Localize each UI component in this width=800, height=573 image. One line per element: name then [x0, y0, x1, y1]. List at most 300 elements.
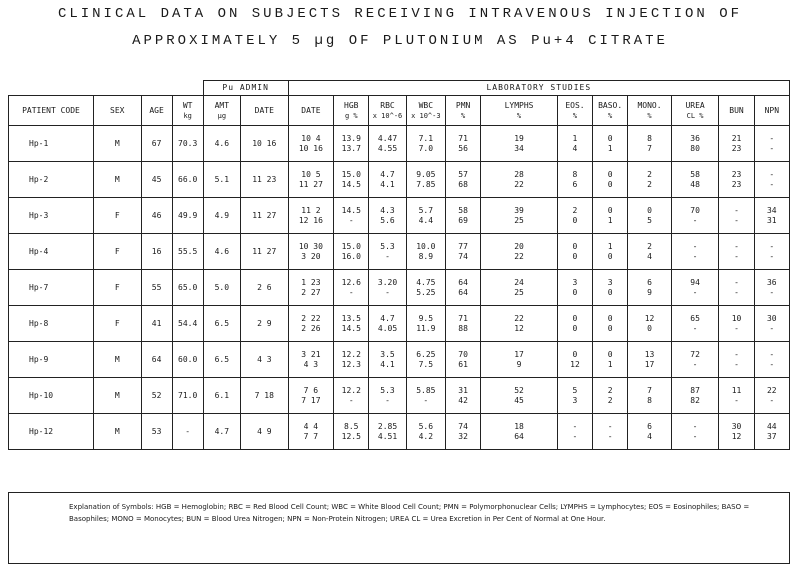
cell-value-bun: - [734, 349, 739, 359]
cell-value-npn: 37 [766, 431, 777, 441]
cell-sex: M [93, 342, 141, 378]
cell-mono [628, 270, 672, 306]
cell-mono [628, 126, 672, 162]
table-row [9, 126, 790, 162]
cell-value-lymphs: 24 [514, 277, 524, 287]
cell-value-lymphs: 64 [514, 431, 524, 441]
col-label-rbc: RBC [380, 100, 395, 110]
cell-hgb [334, 342, 369, 378]
cell-lymphs [481, 126, 558, 162]
cell-value-pmn: 56 [458, 143, 468, 153]
cell-urea [671, 198, 719, 234]
cell-value-wbc: 7.85 [416, 179, 436, 189]
cell-value-wbc: 5.85 [416, 385, 436, 395]
cell-value-urea: - [692, 421, 698, 431]
cell-value-npn: 31 [766, 215, 777, 225]
cell-value-urea: 36 [690, 133, 700, 143]
cell-value-eos: 0 [572, 251, 578, 261]
cell-value-rbc: 3.20 [377, 277, 398, 287]
col-label-mono: MONO. [637, 100, 662, 110]
cell-age: 55 [141, 270, 172, 306]
cell-npn [754, 378, 789, 414]
col-header-wbc [406, 96, 445, 126]
cell-value-pmn: 88 [458, 323, 468, 333]
cell-baso [593, 414, 628, 450]
cell-urea [671, 234, 719, 270]
col-unit-lymphs: % [516, 111, 522, 120]
cell-date [288, 270, 334, 306]
cell-amt: 6.5 [203, 306, 240, 342]
cell-value-eos: 0 [572, 349, 578, 359]
cell-value-lymphs: 22 [514, 179, 524, 189]
group-header-pu-admin: Pu ADMIN [203, 81, 288, 96]
cell-value-pmn: 74 [458, 421, 468, 431]
cell-hgb [334, 414, 369, 450]
cell-eos [557, 198, 592, 234]
col-label-eos: EOS. [565, 100, 585, 110]
cell-pmn [446, 198, 481, 234]
cell-value-wbc: 9.05 [416, 169, 436, 179]
cell-bun [719, 414, 754, 450]
cell-rbc [369, 342, 406, 378]
group-header-laboratory-studies: LABORATORY STUDIES [288, 81, 789, 96]
cell-sex: M [93, 414, 141, 450]
cell-mono [628, 342, 672, 378]
cell-pmn [446, 342, 481, 378]
cell-value-rbc: - [385, 395, 390, 405]
cell-rbc [369, 378, 406, 414]
cell-eos [557, 378, 592, 414]
cell-value-urea: 48 [690, 179, 700, 189]
cell-value-date: 4 4 [303, 421, 319, 431]
cell-value-baso: 0 [607, 205, 613, 215]
cell-value-npn: - [769, 251, 775, 261]
cell-value-urea: 82 [690, 395, 700, 405]
cell-value-wbc: 5.25 [416, 287, 436, 297]
cell-value-hgb: 12.2 [341, 349, 361, 359]
cell-wt: 49.9 [172, 198, 203, 234]
cell-value-mono: 7 [647, 385, 652, 395]
cell-value-lymphs: 28 [514, 169, 524, 179]
cell-amt: 5.0 [203, 270, 240, 306]
cell-mono [628, 414, 672, 450]
col-unit-rbc: x 10^-6 [372, 111, 403, 120]
col-header-npn: NPN [754, 96, 789, 126]
cell-value-baso: 2 [607, 395, 613, 405]
cell-eos [557, 414, 592, 450]
cell-value-pmn: 32 [458, 431, 468, 441]
cell-npn [754, 198, 789, 234]
cell-sex: F [93, 234, 141, 270]
cell-value-urea: 70 [690, 205, 700, 215]
cell-value-bun: 11 [731, 385, 742, 395]
cell-value-baso: 0 [607, 169, 613, 179]
col-unit-amt: µg [217, 111, 227, 120]
col-label-wbc: WBC [418, 100, 434, 110]
table-row [9, 342, 790, 378]
cell-value-baso: 0 [607, 313, 613, 323]
cell-value-date: 10 30 [298, 241, 323, 251]
cell-value-eos: 0 [572, 287, 578, 297]
cell-pmn [446, 162, 481, 198]
cell-value-baso: 1 [607, 241, 613, 251]
cell-sex: M [93, 162, 141, 198]
col-label-amt: AMT [214, 100, 230, 110]
cell-pmn [446, 306, 481, 342]
col-unit-wt: kg [183, 111, 192, 120]
cell-value-urea: - [692, 215, 698, 225]
explanation-note: Explanation of Symbols: HGB = Hemoglobin; RBC = Red Blood Cell Count; WBC = White Blood Cell Count; PMN = Polymorphonuclear Cells; LYMPHS = Lymphocytes; EOS = Eosinophiles; BASO = Basophiles; MONO = Monocytes; BUN = Blood Urea Nitrogen; NPN = Non-Protein Nitrogen; UREA CL = Urea Excretion in Per Cent of Normal at One Hour. [8, 492, 790, 564]
col-header-amt [203, 96, 240, 126]
cell-wbc [406, 270, 445, 306]
cell-value-mono: 4 [647, 251, 652, 261]
cell-adate: 2 6 [240, 270, 288, 306]
cell-bun [719, 378, 754, 414]
col-header-mono [628, 96, 672, 126]
cell-value-eos: 2 [572, 205, 578, 215]
cell-eos [557, 162, 592, 198]
cell-value-pmn: 71 [458, 133, 468, 143]
cell-value-wbc: 7.5 [418, 359, 434, 369]
col-header-wt [172, 96, 203, 126]
cell-wbc [406, 126, 445, 162]
cell-rbc [369, 234, 406, 270]
cell-lymphs [481, 378, 558, 414]
cell-value-date: 2 22 [301, 313, 321, 323]
cell-value-wbc: 6.25 [416, 349, 436, 359]
cell-baso [593, 198, 628, 234]
cell-value-hgb: 15.0 [341, 241, 361, 251]
cell-value-wbc: 4.2 [418, 431, 434, 441]
table-row [9, 234, 790, 270]
cell-value-baso: 1 [607, 143, 613, 153]
cell-hgb [334, 126, 369, 162]
cell-value-urea: - [692, 431, 698, 441]
col-header-date: DATE [288, 96, 334, 126]
cell-value-date: 7 17 [301, 395, 321, 405]
cell-value-bun: - [734, 359, 739, 369]
cell-value-urea: 80 [690, 143, 700, 153]
cell-value-eos: 6 [572, 179, 578, 189]
cell-value-hgb: 12.3 [341, 359, 361, 369]
cell-baso [593, 378, 628, 414]
cell-adate: 2 9 [240, 306, 288, 342]
cell-value-urea: - [692, 359, 698, 369]
cell-value-baso: 0 [607, 323, 613, 333]
cell-adate: 11 23 [240, 162, 288, 198]
cell-sex: F [93, 270, 141, 306]
cell-value-hgb: 15.0 [341, 169, 361, 179]
cell-value-eos: 12 [570, 359, 580, 369]
cell-value-rbc: 3.5 [380, 349, 395, 359]
cell-value-bun: - [734, 215, 739, 225]
cell-baso [593, 162, 628, 198]
cell-age: 16 [141, 234, 172, 270]
col-label-pmn: PMN [455, 100, 471, 110]
cell-mono [628, 378, 672, 414]
cell-hgb [334, 378, 369, 414]
cell-wt: 65.0 [172, 270, 203, 306]
cell-value-eos: 1 [572, 133, 578, 143]
cell-value-wbc: 7.1 [418, 133, 434, 143]
col-unit-wbc: x 10^-3 [411, 111, 441, 120]
cell-value-lymphs: 22 [514, 313, 524, 323]
cell-value-mono: 13 [644, 349, 655, 359]
cell-value-baso: 0 [607, 179, 613, 189]
cell-npn [754, 342, 789, 378]
cell-value-npn: - [769, 133, 775, 143]
col-header-patient-code: PATIENT CODE [9, 96, 94, 126]
cell-value-lymphs: 17 [514, 349, 524, 359]
col-unit-eos: % [572, 111, 578, 120]
col-header-rbc [369, 96, 406, 126]
cell-value-bun: - [734, 241, 739, 251]
cell-eos [557, 306, 592, 342]
cell-age: 64 [141, 342, 172, 378]
cell-pmn [446, 234, 481, 270]
cell-value-wbc: 10.0 [416, 241, 436, 251]
cell-value-pmn: 42 [458, 395, 468, 405]
cell-value-date: 2 27 [301, 287, 321, 297]
cell-value-bun: 10 [731, 313, 742, 323]
cell-code: Hp-9 [9, 342, 94, 378]
col-header-bun: BUN [719, 96, 754, 126]
cell-value-urea: 72 [690, 349, 700, 359]
cell-hgb [334, 198, 369, 234]
cell-value-npn: - [769, 287, 775, 297]
cell-lymphs [481, 198, 558, 234]
cell-value-mono: 5 [647, 215, 652, 225]
cell-value-rbc: 4.3 [380, 205, 395, 215]
cell-sex: M [93, 378, 141, 414]
cell-amt: 6.5 [203, 342, 240, 378]
cell-bun [719, 198, 754, 234]
cell-value-npn: - [769, 179, 775, 189]
cell-value-date: 10 4 [301, 133, 321, 143]
col-header-sex: SEX [93, 96, 141, 126]
cell-hgb [334, 162, 369, 198]
cell-value-urea: 87 [690, 385, 700, 395]
cell-value-baso: 0 [607, 251, 613, 261]
cell-npn [754, 162, 789, 198]
cell-adate: 11 27 [240, 198, 288, 234]
cell-value-mono: 8 [647, 395, 652, 405]
cell-urea [671, 270, 719, 306]
cell-lymphs [481, 162, 558, 198]
cell-wt: 71.0 [172, 378, 203, 414]
cell-value-eos: 4 [572, 143, 578, 153]
cell-value-npn: - [769, 143, 775, 153]
cell-value-date: 1 23 [301, 277, 321, 287]
cell-value-urea: - [692, 251, 698, 261]
cell-bun [719, 234, 754, 270]
cell-baso [593, 234, 628, 270]
col-header-pmn [446, 96, 481, 126]
cell-value-baso: 0 [607, 349, 613, 359]
cell-value-lymphs: 18 [514, 421, 524, 431]
cell-value-date: 4 3 [303, 359, 319, 369]
cell-rbc [369, 198, 406, 234]
cell-rbc [369, 126, 406, 162]
cell-value-date: 11 2 [301, 205, 321, 215]
cell-value-hgb: 14.5 [341, 179, 361, 189]
table-row [9, 414, 790, 450]
cell-value-bun: 21 [731, 133, 742, 143]
cell-baso [593, 126, 628, 162]
cell-lymphs [481, 270, 558, 306]
cell-value-date: 3 20 [301, 251, 321, 261]
cell-value-npn: - [769, 349, 775, 359]
cell-value-lymphs: 12 [514, 323, 524, 333]
cell-date [288, 198, 334, 234]
cell-lymphs [481, 414, 558, 450]
cell-code: Hp-8 [9, 306, 94, 342]
cell-age: 41 [141, 306, 172, 342]
cell-value-rbc: - [385, 287, 390, 297]
cell-value-baso: 0 [607, 133, 613, 143]
cell-value-rbc: 5.3 [380, 241, 395, 251]
cell-wbc [406, 162, 445, 198]
col-header-urea [671, 96, 719, 126]
cell-value-wbc: 5.6 [418, 421, 434, 431]
cell-value-wbc: 11.9 [416, 323, 436, 333]
cell-value-eos: - [572, 431, 578, 441]
cell-value-pmn: 71 [458, 313, 468, 323]
col-header-admin-date: DATE [240, 96, 288, 126]
cell-date [288, 126, 334, 162]
cell-value-wbc: 8.9 [418, 251, 434, 261]
cell-value-mono: 17 [644, 359, 655, 369]
cell-value-urea: - [692, 287, 698, 297]
cell-eos [557, 270, 592, 306]
cell-value-hgb: 14.5 [341, 323, 361, 333]
cell-value-lymphs: 45 [514, 395, 524, 405]
cell-value-mono: 2 [647, 179, 652, 189]
cell-hgb [334, 234, 369, 270]
cell-bun [719, 270, 754, 306]
cell-value-urea: - [692, 323, 698, 333]
cell-value-pmn: 57 [458, 169, 468, 179]
cell-urea [671, 342, 719, 378]
document-title-line-1: CLINICAL DATA ON SUBJECTS RECEIVING INTRAVENOUS INJECTION OF [57, 6, 743, 22]
cell-sex: F [93, 198, 141, 234]
col-header-lymphs [481, 96, 558, 126]
cell-amt: 4.9 [203, 198, 240, 234]
cell-value-eos: 3 [572, 277, 578, 287]
cell-urea [671, 162, 719, 198]
cell-mono [628, 162, 672, 198]
cell-pmn [446, 126, 481, 162]
cell-value-urea: - [692, 241, 698, 251]
col-label-hgb: HGB [344, 100, 359, 110]
cell-rbc [369, 306, 406, 342]
cell-value-mono: 8 [647, 133, 652, 143]
cell-adate: 10 16 [240, 126, 288, 162]
cell-date [288, 414, 334, 450]
cell-value-pmn: 68 [458, 179, 468, 189]
cell-wt: 70.3 [172, 126, 203, 162]
cell-value-npn: - [769, 241, 775, 251]
cell-value-baso: 2 [607, 385, 613, 395]
cell-wt: 55.5 [172, 234, 203, 270]
cell-value-hgb: - [348, 395, 354, 405]
cell-code: Hp-4 [9, 234, 94, 270]
cell-sex: F [93, 306, 141, 342]
cell-value-lymphs: 34 [514, 143, 524, 153]
cell-pmn [446, 270, 481, 306]
document-title-line-2: APPROXIMATELY 5 µg OF PLUTONIUM AS Pu+4 CITRATE [132, 33, 668, 49]
cell-value-hgb: - [348, 287, 354, 297]
cell-age: 52 [141, 378, 172, 414]
cell-amt: 4.6 [203, 234, 240, 270]
cell-value-bun: - [734, 251, 739, 261]
cell-code: Hp-10 [9, 378, 94, 414]
cell-adate: 4 9 [240, 414, 288, 450]
cell-value-npn: 44 [766, 421, 777, 431]
cell-value-hgb: 12.2 [341, 385, 361, 395]
cell-lymphs [481, 234, 558, 270]
cell-npn [754, 234, 789, 270]
cell-value-eos: 0 [572, 215, 578, 225]
cell-eos [557, 234, 592, 270]
col-label-lymphs: LYMPHS [504, 100, 534, 110]
cell-mono [628, 306, 672, 342]
col-unit-mono: % [647, 111, 652, 120]
cell-date [288, 306, 334, 342]
cell-value-npn: - [769, 323, 775, 333]
cell-wbc [406, 414, 445, 450]
cell-date [288, 234, 334, 270]
cell-value-rbc: 4.1 [380, 179, 395, 189]
cell-value-pmn: 74 [458, 251, 468, 261]
clinical-data-table [8, 80, 790, 450]
cell-value-pmn: 61 [458, 359, 468, 369]
cell-value-bun: - [734, 205, 739, 215]
col-header-eos [557, 96, 592, 126]
cell-value-wbc: 4.75 [416, 277, 436, 287]
cell-value-mono: 12 [644, 313, 655, 323]
cell-wbc [406, 234, 445, 270]
cell-value-hgb: - [348, 215, 354, 225]
cell-value-rbc: 5.3 [380, 385, 395, 395]
cell-wt: 54.4 [172, 306, 203, 342]
cell-value-date: 7 7 [303, 431, 319, 441]
cell-value-wbc: 4.4 [418, 215, 434, 225]
cell-pmn [446, 414, 481, 450]
cell-wbc [406, 198, 445, 234]
cell-age: 67 [141, 126, 172, 162]
col-label-wt: WT [182, 100, 193, 110]
cell-pmn [446, 378, 481, 414]
table-row [9, 306, 790, 342]
cell-value-lymphs: 20 [514, 241, 524, 251]
cell-value-mono: 4 [647, 431, 652, 441]
cell-npn [754, 306, 789, 342]
cell-value-npn: - [769, 359, 775, 369]
cell-bun [719, 342, 754, 378]
cell-amt: 4.6 [203, 126, 240, 162]
cell-value-rbc: 4.7 [380, 313, 395, 323]
cell-rbc [369, 270, 406, 306]
cell-value-mono: 6 [647, 421, 652, 431]
cell-value-eos: - [572, 421, 578, 431]
cell-value-bun: - [734, 277, 739, 287]
cell-baso [593, 306, 628, 342]
cell-value-eos: 5 [572, 385, 578, 395]
cell-eos [557, 342, 592, 378]
cell-value-lymphs: 22 [514, 251, 524, 261]
cell-code: Hp-7 [9, 270, 94, 306]
